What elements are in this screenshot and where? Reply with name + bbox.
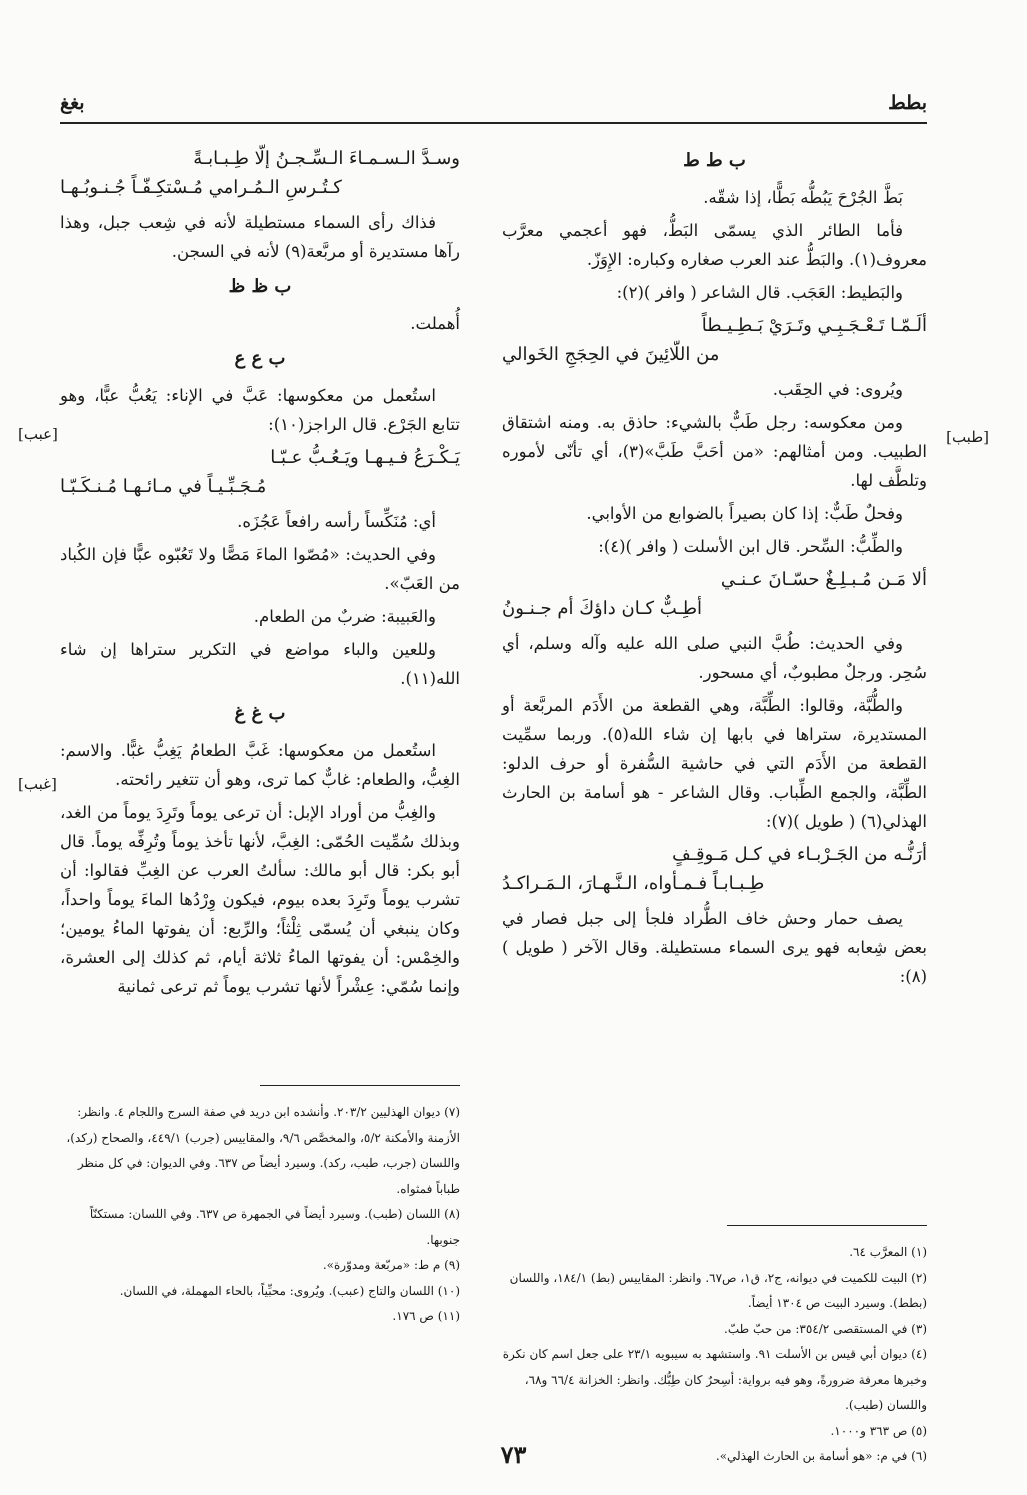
- paragraph: فذاك رأى السماء مستطيلة لأنه في شِعب جبل، وهذا رآها مستديرة أو مربَّعة(٩) لأنه في السجن.: [60, 213, 460, 261]
- footnote-rule: [727, 1225, 927, 1226]
- footnote: (١) المعرَّب ٦٤.: [849, 1245, 927, 1259]
- verse-hemistich-second: من اللّائِينَ في الحِجَجِ الخَوالي: [502, 344, 720, 365]
- footnote: (٤) ديوان أبي قيس بن الأسلت ٩١. واستشهد به سيبويه ٢٣/١ على جعل اسم كان نكرة وخبرها معرفة ضرورةً، وهو فيه برواية: أسِحرٌ كان طِبُّك. وانظر: الخزانة ٦٦/٤ و٦٨، واللسان (طبب).: [502, 1347, 927, 1412]
- verse-hemistich-second: مُـجَـبِّـيـاً في مـائـهـا مُـنـكَـبّـا: [60, 476, 267, 497]
- verse-hemistich-first: وسـدَّ الـسـمـاءَ الـسِّـجـنُ إلّا طِـبـابـةً: [193, 148, 460, 169]
- paragraph: ويُروى: في الحِقَب.: [772, 380, 903, 399]
- page-number: ٧٣: [500, 1440, 527, 1469]
- footnote: (١٠) اللسان والتاج (عبب). ويُروى: محبِّياً، بالحاء المهملة، في اللسان.: [119, 1283, 460, 1298]
- verse-hemistich-first: ألَـمّـا تَـعْـجَـبِـي وتَـرَيْ بَـطِـيـطاً: [701, 315, 927, 336]
- footnote-rule: [260, 1085, 460, 1086]
- entry-heading-btt: ب ط ط: [683, 150, 746, 171]
- paragraph: والطِّبُّ: السِّحر. قال ابن الأسلت ( وافر )(٤):: [598, 537, 903, 556]
- footnote: (٣) في المستقصى ٣٥٤/٢: من حبّ طبّ.: [724, 1321, 927, 1336]
- paragraph: وللعين والباء مواضع في التكرير ستراها إن شاء الله(١١).: [60, 640, 460, 688]
- verse-hemistich-first: ألا مَـن مُـبـلِـغٌ حسّـانَ عـنـي: [720, 569, 927, 590]
- entry-heading-bgg: ب غ غ: [234, 703, 286, 724]
- footnote: (٢) البيت للكميت في ديوانه، ج٢، ق١، ص٦٧. وانظر: المقاييس (بط) ١٨٤/١، واللسان (بطط). وسيرد البيت ص ١٣٠٤ أيضاً.: [509, 1270, 927, 1310]
- paragraph: فأما الطائر الذي يسمّى البَطُّ، فهو أعجمي معرَّب معروف(١). والبَطُّ عند العرب صغاره وكباره: الإِوَزّ.: [502, 221, 927, 269]
- paragraph: ومن معكوسه: رجل طَبٌّ بالشيء: حاذق به. ومنه اشتقاق الطبيب. ومن أمثالهم: «من أحَبَّ طَبَّ»(٣)، أي تأنّى لأموره وتلطَّف لها.: [502, 413, 927, 490]
- entry-heading-bee: ب ع ع: [234, 348, 286, 369]
- verse-hemistich-second: أطِـبٌّ كـان داؤكَ أم جـنـونُ: [502, 598, 703, 619]
- paragraph: والبَطيط: العَجَب. قال الشاعر ( وافر )(٢):: [616, 283, 903, 302]
- root-tag-ghbb: [غبب]: [18, 775, 57, 793]
- footnote: (٩) م ط: «مربّعة ومدوّرة».: [322, 1258, 460, 1272]
- verse-hemistich-first: أرَنُّـه من الجَـرْبـاء في كـل مَـوقِـفٍ: [672, 844, 927, 865]
- running-head-right: بطط: [888, 92, 927, 114]
- paragraph: والغِبُّ من أوراد الإبل: أن ترعى يوماً وتَرِدَ يوماً من الغد، وبذلك سُمِّيت الحُمّى: الغِبَّ، لأنها تأخذ يوماً وتُرِفِّه يوماً. قال أبو بكر: قال أبو مالك: سألتُ العرب عن الغِبِّ فقالوا: أن تشرب يوماً وتَرِدَ بعده بيوم، فيكون وِرْدُها الماءَ يوماً واحداً، وكان ينبغي أن يُسمّى ثِلْثاً؛ والرِّبع: أن يفوتها الماءُ يومين؛ والخِمْس: أن يفوتها الماءُ ثلاثة أيام، ثم كذلك إلى العشرة، وإنما سُمّي: عِشْراً لأنها تشرب يوماً ثم ترعى ثمانية: [60, 803, 460, 996]
- root-tag-ebb: [عبب]: [18, 425, 58, 443]
- paragraph: أي: مُنَكِّساً رأسه رافعاً عَجُزَه.: [237, 512, 436, 531]
- left-column: [60, 140, 460, 1005]
- verse-hemistich-first: يَـكْـرَعُ فـيـهـا ويَـعُـبُّ عـبّـا: [270, 447, 460, 468]
- poetry-verse: [502, 311, 927, 369]
- poetry-verse: [502, 840, 927, 898]
- paragraph: والطُّبَّة، وقالوا: الطِّبَّة، وهي القطعة من الأَدَم المربَّعة أو المستديرة، ستراها في بابها إن شاء الله(٥). وربما سمِّيت القطعة من الأَدَم التي في حاشية السُّفرة أو حرف الدلو: الطِّبَّة، والجمع الطِّباب. وقال الشاعر - هو أسامة بن الحارث الهذلي(٦) ( طويل )(٧):: [502, 696, 927, 831]
- paragraph: استُعمل من معكوسها: عَبَّ في الإناء: يَعُبُّ عبًّا، وهو تتابع الجَرْع. قال الراجز(١٠):: [60, 386, 460, 434]
- poetry-verse: [60, 144, 460, 202]
- verse-hemistich-second: طِـبـابـاً فـمـأواه، الـنَّـهـارَ، الـمَـراكـدُ: [502, 873, 765, 894]
- paragraph: والعَبيبة: ضربٌ من الطعام.: [253, 607, 436, 626]
- paragraph: وفي الحديث: «مُصّوا الماءَ مَصًّا ولا تَعُبّوه عبًّا فإن الكُباد من العَبّ».: [60, 545, 460, 593]
- verse-hemistich-second: كـتُـرسِ الـمُـرامي مُـسْتكِـفّـاً جُـنـوبُـهـا: [60, 177, 342, 198]
- paragraph: استُعمل من معكوسها: غَبَّ الطعامُ يَغِبُّ غبًّا. والاسم: الغِبُّ، والطعام: غابٌّ كما ترى، وهو أن تتغير رائحته.: [60, 741, 460, 789]
- paragraph: أُهملت.: [410, 314, 460, 333]
- footnote: (٥) ص ٣٦٣ و١٠٠٠.: [830, 1423, 927, 1438]
- footnote: (٨) اللسان (طبب). وسيرد أيضاً في الجمهرة ص ٦٣٧. وفي اللسان: مستكنّاً جنوبها.: [89, 1207, 460, 1247]
- paragraph: بَطَّ الجُرْحَ يَبُطُّه بَطًّا، إذا شقّه.: [703, 188, 903, 207]
- footnotes-left: [60, 1100, 460, 1330]
- running-head-left: بغغ: [60, 92, 85, 114]
- poetry-verse: [60, 443, 460, 501]
- footnotes-right: [502, 1240, 927, 1470]
- root-tag-tbb: [طبب]: [946, 428, 989, 446]
- paragraph: يصف حمار وحش خاف الطُّراد فلجأ إلى جبل فصار في بعض شِعابه فهو يرى السماء مستطيلة. وقال الآخر ( طويل )(٨):: [502, 909, 927, 986]
- footnote: (١١) ص ١٧٦.: [392, 1309, 460, 1323]
- paragraph: وفي الحديث: طُبَّ النبي صلى الله عليه وآله وسلم، أي سُحِر. ورجلٌ مطبوبٌ، أي مسحور.: [502, 634, 927, 682]
- entry-heading-bzz: ب ظ ظ: [228, 276, 292, 297]
- header-rule: [60, 122, 927, 124]
- paragraph: وفحلٌ طَبٌّ: إذا كان بصيراً بالضوابع من الأوابي.: [586, 504, 903, 523]
- right-column: [502, 140, 927, 995]
- footnote: (٦) في م: «هو أسامة بن الحارث الهذلي».: [715, 1449, 927, 1463]
- footnote: (٧) ديوان الهذليين ٢٠٣/٢. وأنشده ابن دريد في صفة السرج واللجام ٤. وانظر: الأزمنة والأمكنة ٥/٢، والمخصَّص ٩/٦، والمقاييس (جرب) ٤٤٩/١، والصحاح (ركد)، واللسان (جرب، طبب، ركد). وسيرد أيضاً ص ٦٣٧. وفي الديوان: في كل منظر طباباً فمثواه.: [66, 1105, 460, 1196]
- poetry-verse: [502, 565, 927, 623]
